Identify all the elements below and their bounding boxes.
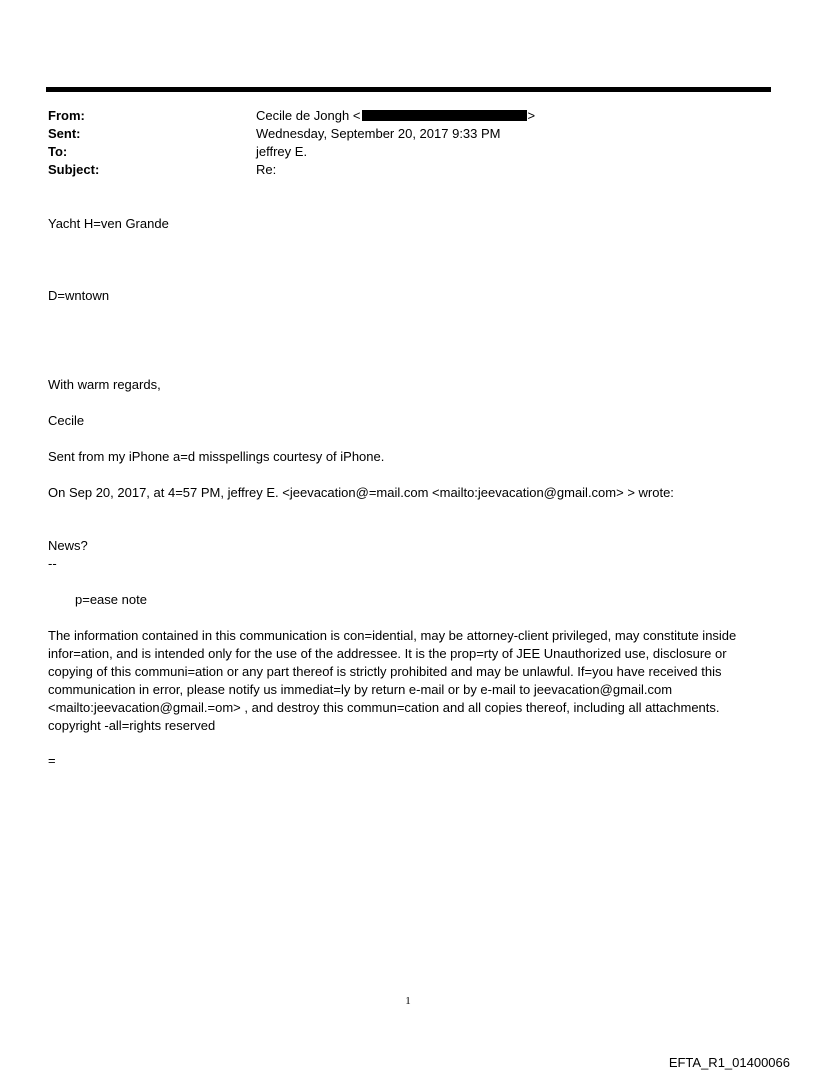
regards-text: With warm regards,: [48, 377, 161, 392]
equals-sign: =: [48, 753, 56, 768]
from-end: >: [527, 108, 536, 123]
sent-from-text: Sent from my iPhone a=d misspellings courtesy of iPhone.: [48, 449, 385, 464]
from-value: [256, 108, 535, 123]
news-text: News?: [48, 538, 88, 553]
page-number: 1: [405, 995, 411, 1007]
disclaimer-paragraph: The information contained in this communication is con=idential, may be attorney-client privileged, may constitute inside infor=ation, and is intended only for the use of the addressee. It is the prop=rty of JEE Unauthorized use, disclosure or copying of this communi=ation or any part thereof is strictly prohibited and may be unlawful. If=you have received this communication in error, please notify us immediat=ly by return e-mail or by e-mail to jeevacation@gmail.com <mailto:jeevacation@gmail.=om> , and destroy this commun=cation and all copies thereof, including all attachments. copyright -all=rights reserved: [48, 628, 737, 733]
quote-header: On Sep 20, 2017, at 4=57 PM, jeffrey E. <jeevacation@=mail.com <mailto:jeevacation@gmail.com> > wrote:: [48, 485, 674, 500]
header-rule: [46, 87, 771, 92]
signature-dashes: --: [48, 556, 57, 571]
subject-value: Re:: [256, 162, 277, 177]
sent-label: Sent:: [48, 126, 81, 141]
body-line-yacht: Yacht H=ven Grande: [48, 216, 169, 231]
to-label: To:: [48, 144, 68, 159]
please-note-text: p=ease note: [75, 592, 147, 607]
signature-name: Cecile: [48, 413, 85, 428]
subject-label: Subject:: [48, 162, 100, 177]
sent-value: Wednesday, September 20, 2017 9:33 PM: [256, 126, 501, 141]
from-name: Cecile de Jongh <: [256, 108, 361, 123]
body-line-downtown: D=wntown: [48, 288, 110, 303]
from-label: From:: [48, 108, 85, 123]
document-id: EFTA_R1_01400066: [668, 1055, 790, 1070]
redaction-bar: [362, 110, 527, 121]
to-value: jeffrey E.: [256, 144, 308, 159]
